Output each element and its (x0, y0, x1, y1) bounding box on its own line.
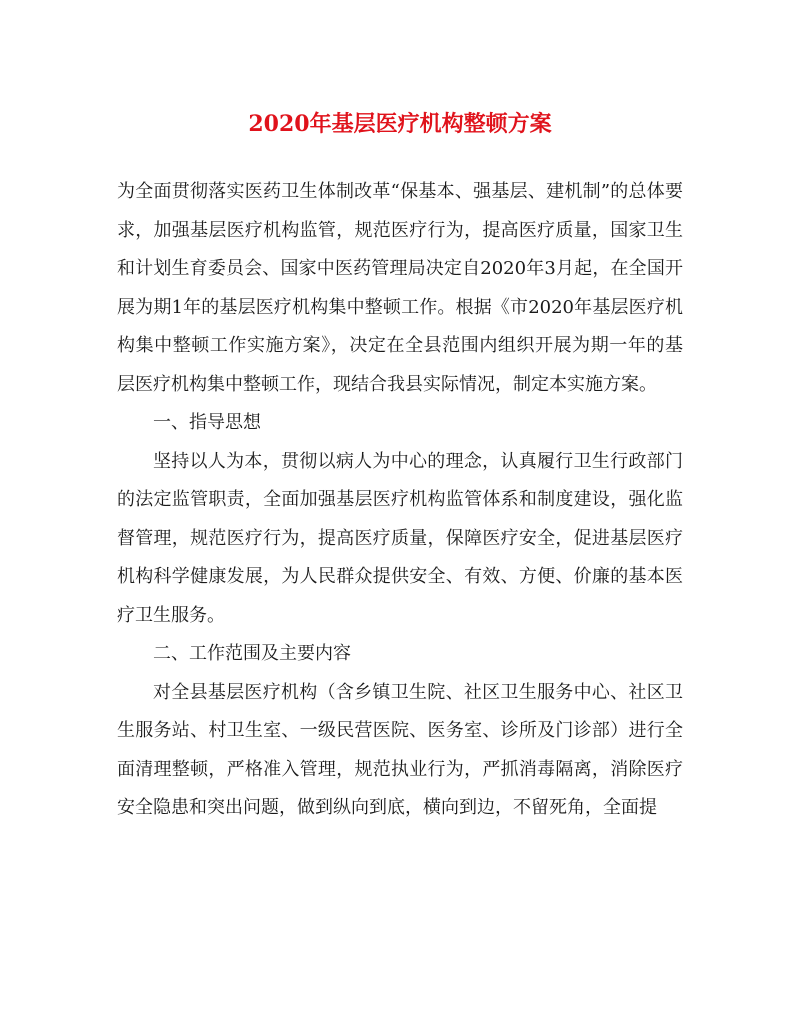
document-body (117, 173, 683, 828)
document-title: 2020年基层医疗机构整顿方案 (248, 111, 552, 137)
section-heading-guiding-thought: 一、指导思想 (153, 412, 261, 433)
section-heading-scope: 二、工作范围及主要内容 (153, 643, 351, 664)
intro-paragraph: 为全面贯彻落实医药卫生体制改革“保基本、强基层、建机制”的总体要求，加强基层医疗机构监管，规范医疗行为，提高医疗质量，国家卫生和计划生育委员会、国家中医药管理局决定自2020年3月起，在全国开展为期1年的基层医疗机构集中整顿工作。根据《市2020年基层医疗机构集中整顿工作实施方案》，决定在全县范围内组织开展为期一年的基层医疗机构集中整顿工作，现结合我县实际情况，制定本实施方案。 (117, 181, 683, 395)
scope-paragraph: 对全县基层医疗机构（含乡镇卫生院、社区卫生服务中心、社区卫生服务站、村卫生室、一级民营医院、医务室、诊所及门诊部）进行全面清理整顿，严格准入管理，规范执业行为，严抓消毒隔离，消除医疗安全隐患和突出问题，做到纵向到底，横向到边，不留死角，全面提 (117, 681, 683, 818)
guiding-thought-paragraph: 坚持以人为本，贯彻以病人为中心的理念，认真履行卫生行政部门的法定监管职责，全面加强基层医疗机构监管体系和制度建设，强化监督管理，规范医疗行为，提高医疗质量，保障医疗安全，促进基层医疗机构科学健康发展，为人民群众提供安全、有效、方便、价廉的基本医疗卫生服务。 (117, 450, 683, 626)
